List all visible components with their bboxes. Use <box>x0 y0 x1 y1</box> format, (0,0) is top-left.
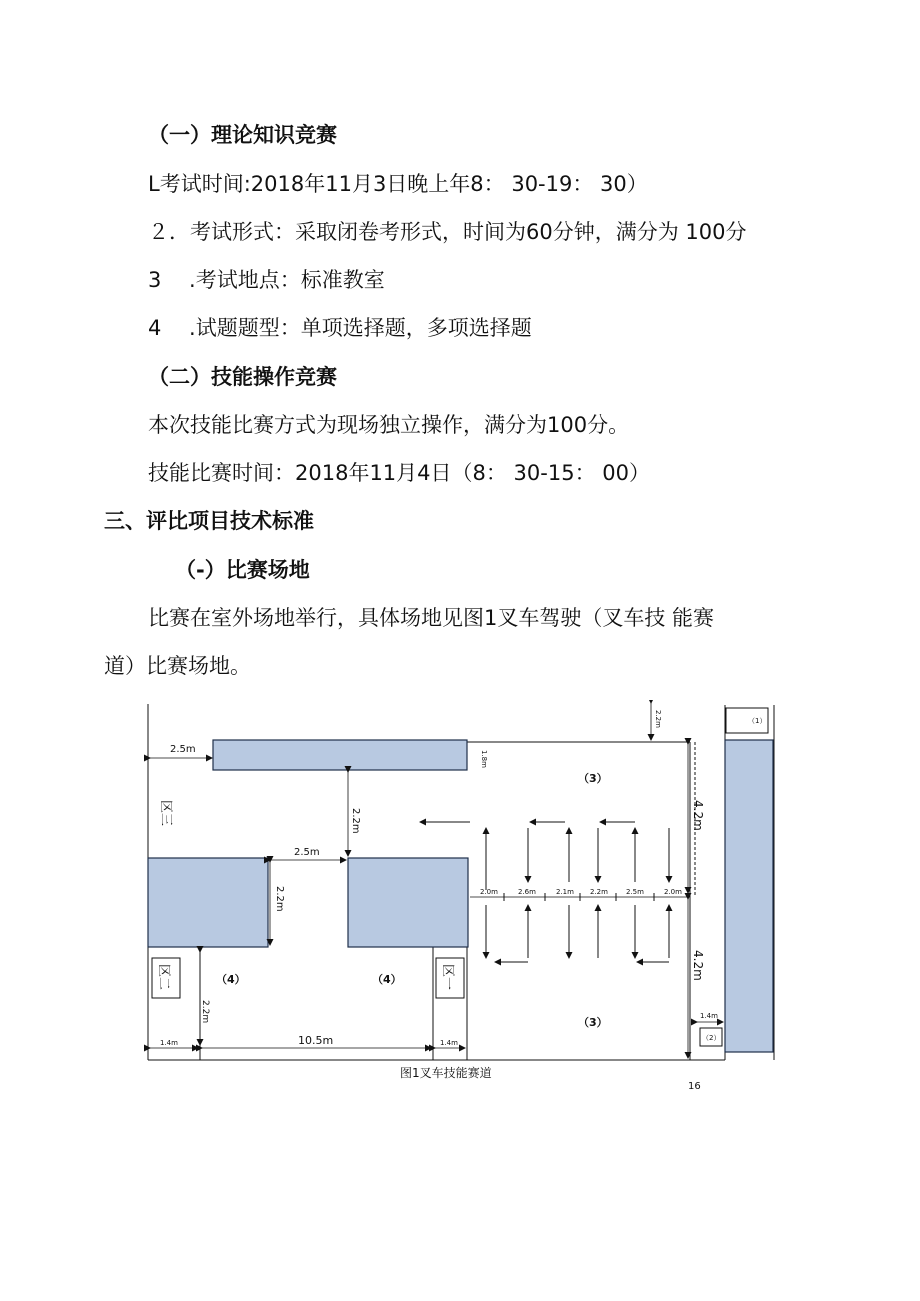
skill-time: 技能比赛时间：2018年11月4日（8： 30-15： 00） <box>148 461 650 485</box>
dim-top-bar-height: 1.8m <box>480 750 488 768</box>
dim-top-gap: 2.2m <box>350 808 361 834</box>
obstacle-blocks <box>148 740 773 1052</box>
area-4-left-label: （4） <box>216 973 246 986</box>
zone-three-label: 区三 <box>158 800 173 827</box>
lane-width-1: 2.0m <box>480 888 498 896</box>
right-tall-block <box>725 740 773 1052</box>
exam-location: 3 .考试地点：标准教室 <box>148 268 385 292</box>
venue-description-cont: 道）比赛场地。 <box>104 654 251 678</box>
page-number: 16 <box>688 1081 701 1092</box>
forklift-track-diagram <box>140 700 790 1065</box>
zone-one-label: 区一 <box>440 964 455 991</box>
heading-venue: （-）比赛场地 <box>175 558 310 582</box>
dim-right-top: 4.2m <box>691 800 705 831</box>
lane-width-6: 2.0m <box>664 888 682 896</box>
dim-bottom-left: 1.4m <box>160 1039 178 1047</box>
skill-method: 本次技能比赛方式为现场独立操作，满分为100分。 <box>148 413 630 437</box>
dim-left-block-height: 2.2m <box>274 886 285 912</box>
exam-question-types: 4 .试题题型：单项选择题，多项选择题 <box>148 316 532 340</box>
exam-form: ２．考试形式：采取闭卷考形式，时间为60分钟，满分为 100分 <box>148 220 747 244</box>
dim-lower-left-height: 2.2m <box>200 1000 210 1024</box>
top-bar-block <box>213 740 467 770</box>
figure-caption: 图1叉车技能赛道 <box>400 1066 492 1080</box>
exam-time: L考试时间:2018年11月3日晚上年8： 30-19： 30） <box>148 172 648 196</box>
heading-skill: （二）技能操作竞赛 <box>148 365 337 389</box>
dim-mid-width: 2.5m <box>294 847 320 858</box>
area-3-top-label: （3） <box>578 772 608 785</box>
dim-top-left: 2.5m <box>170 744 196 755</box>
area-3-bottom-label: （3） <box>578 1016 608 1029</box>
area-4-right-label: （4） <box>372 973 402 986</box>
dim-right-bottom: 4.2m <box>691 950 705 981</box>
lane-width-5: 2.5m <box>626 888 644 896</box>
lane-width-2: 2.6m <box>518 888 536 896</box>
zone-small-2: （2） <box>702 1034 721 1042</box>
lane-width-3: 2.1m <box>556 888 574 896</box>
venue-description: 比赛在室外场地举行，具体场地见图1叉车驾驶（叉车技 能赛 <box>148 606 715 630</box>
zone-two-label: 区二 <box>156 964 171 991</box>
left-block <box>148 858 268 947</box>
dim-top-right-small: 2.2m <box>654 710 662 728</box>
heading-standards: 三、评比项目技术标准 <box>104 509 314 533</box>
dim-corner-small: 1.4m <box>700 1012 718 1020</box>
dim-bottom-mid: 10.5m <box>298 1034 334 1047</box>
middle-block <box>348 858 468 947</box>
heading-theory: （一）理论知识竞赛 <box>148 123 337 147</box>
dim-bottom-right: 1.4m <box>440 1039 458 1047</box>
lane-width-4: 2.2m <box>590 888 608 896</box>
zone-small-1: （1） <box>748 717 767 725</box>
